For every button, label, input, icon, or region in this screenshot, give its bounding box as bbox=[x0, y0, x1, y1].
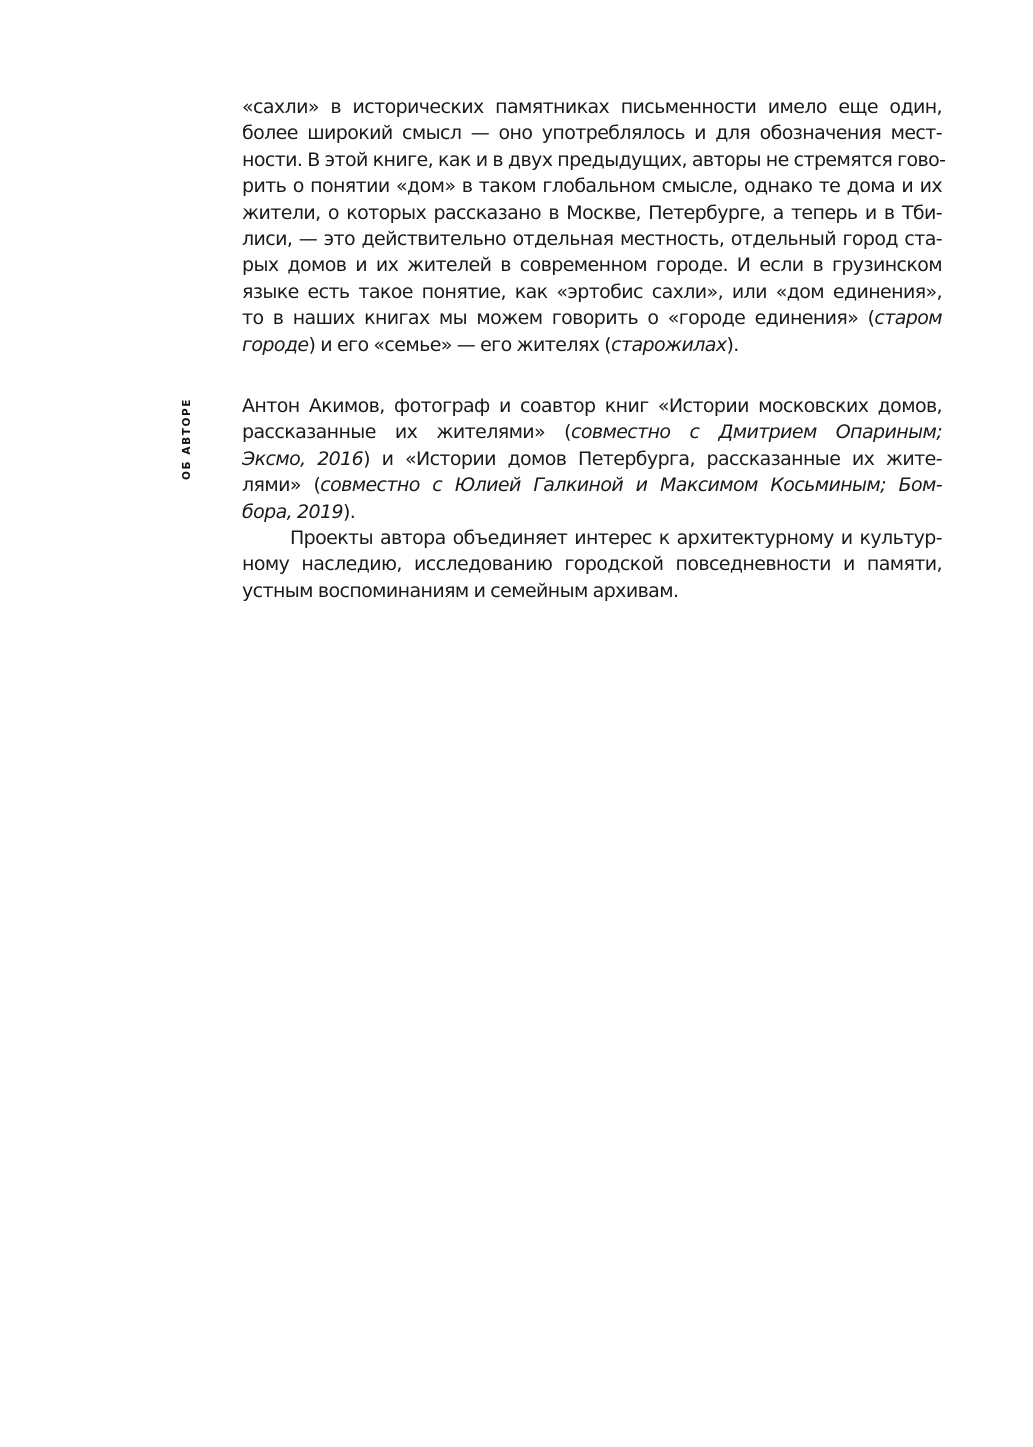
text-fragment: рить о понятии «дом» в таком глобальном смысле, однако те дома и их bbox=[242, 175, 942, 198]
text-fragment: рых домов и их жителей в современном городе. И если в грузинском bbox=[242, 254, 942, 277]
text-fragment: ). bbox=[342, 500, 356, 523]
text-line bbox=[242, 147, 946, 173]
text-line bbox=[242, 173, 942, 199]
text-fragment: жители, о которых рассказано в Москве, Петербурге, а теперь и в Тби- bbox=[242, 201, 942, 224]
text-fragment: языке есть такое понятие, как «эртобис сахли», или «дом единения», bbox=[242, 280, 942, 303]
paragraph-sakhli bbox=[242, 94, 946, 358]
text-line bbox=[242, 94, 942, 120]
text-line bbox=[242, 279, 942, 305]
text-fragment: то в наших книгах мы можем говорить о «городе единения» ( bbox=[242, 307, 875, 330]
italic-fragment: совместно с Юлией Галкиной и Максимом Косьминым; Бом- bbox=[320, 474, 942, 497]
text-line bbox=[242, 393, 942, 419]
text-fragment: рассказанные их жителями» ( bbox=[242, 421, 571, 444]
text-fragment: лями» ( bbox=[242, 474, 321, 497]
text-line bbox=[242, 578, 942, 604]
text-line bbox=[242, 120, 942, 146]
text-line bbox=[242, 551, 942, 577]
text-line bbox=[242, 446, 942, 472]
text-fragment: ). bbox=[726, 333, 739, 356]
text-fragment: ности. В этой книге, как и в двух предыдущих, авторы не стремятся гово- bbox=[242, 148, 946, 171]
text-fragment: Антон Акимов, фотограф и соавтор книг «Истории московских домов, bbox=[242, 395, 942, 417]
text-fragment: ) и его «семье» — его жителях ( bbox=[308, 333, 612, 356]
text-fragment: ) и «Истории домов Петербурга, рассказанные их жите- bbox=[363, 447, 942, 470]
italic-fragment: городе bbox=[242, 333, 309, 356]
text-line bbox=[242, 305, 942, 331]
text-line bbox=[242, 252, 942, 278]
italic-fragment: Эксмо, 2016 bbox=[242, 447, 364, 470]
text-line bbox=[242, 419, 942, 445]
italic-fragment: совместно с Дмитрием Опариным; bbox=[571, 421, 942, 444]
text-fragment: устным воспоминаниям и семейным архивам. bbox=[242, 579, 679, 602]
italic-fragment: старожилах bbox=[611, 333, 727, 356]
text-fragment: «сахли» в исторических памятниках письменности имело еще один, bbox=[242, 96, 942, 118]
paragraph-about-author bbox=[242, 393, 942, 604]
text-fragment: ному наследию, исследованию городской повседневности и памяти, bbox=[242, 553, 942, 576]
text-line bbox=[242, 226, 942, 252]
text-fragment: более широкий смысл — оно употреблялось и для обозначения мест- bbox=[242, 122, 942, 145]
text-fragment: Проекты автора объединяет интерес к архитектурному и культур- bbox=[290, 526, 942, 549]
text-line bbox=[242, 472, 942, 498]
section-label-about-author: ОБ АВТОРЕ bbox=[181, 397, 193, 480]
text-line bbox=[242, 499, 942, 525]
italic-fragment: старом bbox=[874, 307, 942, 330]
text-line bbox=[242, 200, 942, 226]
text-line bbox=[242, 525, 942, 551]
italic-fragment: бора, 2019 bbox=[242, 500, 343, 523]
text-fragment: лиси, — это действительно отдельная местность, отдельный город ста- bbox=[242, 227, 942, 250]
text-line bbox=[242, 332, 942, 358]
